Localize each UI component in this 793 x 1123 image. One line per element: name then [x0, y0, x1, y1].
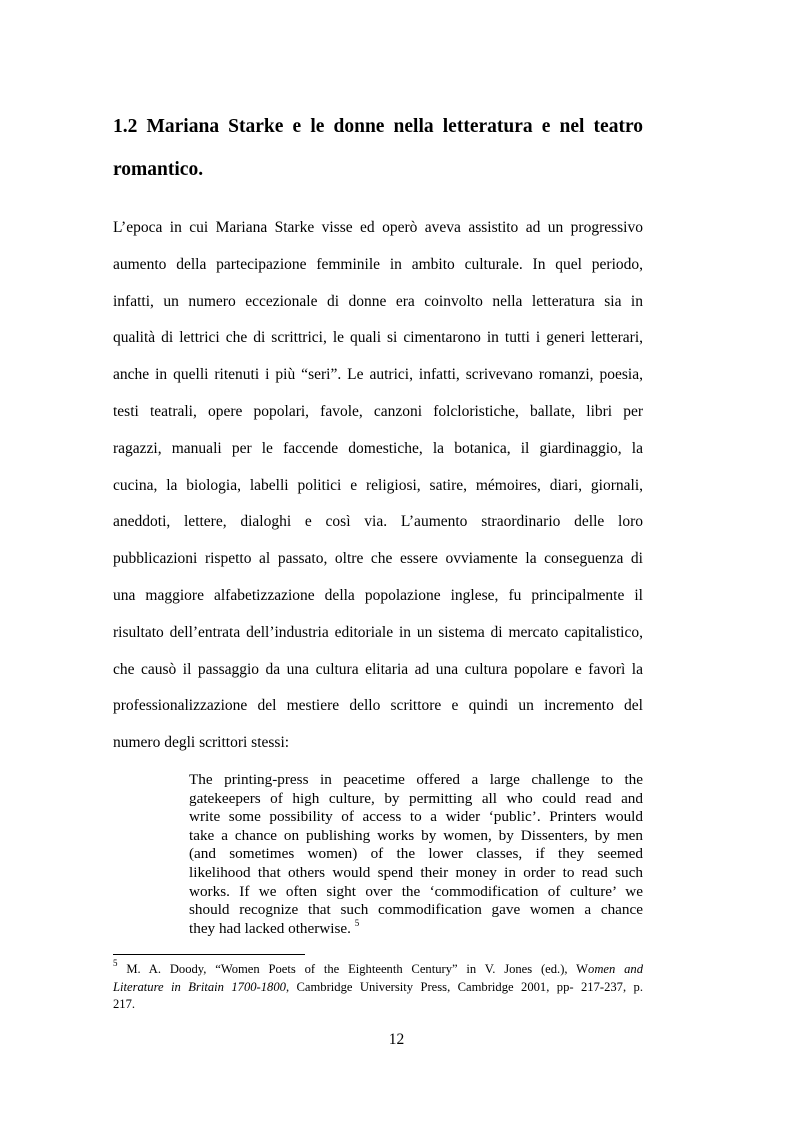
footnote-separator	[113, 954, 305, 955]
body-line: che causò il passaggio da una cultura elitaria ad una cultura popolare e favorì la	[113, 660, 643, 678]
quote-line: The printing-press in peacetime offered a large challenge to the	[189, 771, 643, 788]
body-line: pubblicazioni rispetto al passato, oltre che essere ovviamente la conseguenza di	[113, 550, 643, 568]
quote-line: should recognize that such commodification gave women a chance	[189, 901, 643, 919]
body-line: aneddoti, lettere, dialoghi e così via. L’aumento straordinario delle loro	[113, 513, 643, 531]
quote-line: gatekeepers of high culture, by permitting all who could read and	[189, 789, 643, 807]
body-line: una maggiore alfabetizzazione della popolazione inglese, fu principalmente il	[113, 586, 643, 604]
quote-line-text: they had lacked otherwise.	[189, 919, 351, 937]
footnote-line	[113, 980, 643, 998]
block-quote	[189, 772, 643, 939]
body-line: infatti, un numero eccezionale di donne era coinvolto nella letteratura sia in	[113, 292, 643, 310]
quote-line: take a chance on publishing works by women, by Dissenters, by men	[189, 826, 643, 844]
body-line: professionalizzazione del mestiere dello scrittore e quindi un incremento del	[113, 697, 643, 715]
body-line: numero degli scrittori stessi:	[113, 734, 290, 752]
body-line: risultato dell’entrata dell’industria editoriale in un sistema di mercato capitalistico,	[113, 623, 643, 641]
body-line: testi teatrali, opere popolari, favole, canzoni folcloristiche, ballate, libri per	[113, 402, 643, 420]
quote-line: (and sometimes women) of the lower classes, if they seemed	[189, 845, 643, 863]
quote-line: likelihood that others would spend their money in order to read such	[189, 863, 643, 881]
footnote-italic-title: Literature in Britain 1700-1800	[113, 979, 286, 994]
footnote	[113, 958, 643, 1015]
footnote-line	[113, 958, 643, 980]
quote-line: write some possibility of access to a wider ‘public’. Printers would	[189, 808, 643, 826]
quote-line: works. If we often sight over the ‘commodification of culture’ we	[189, 882, 643, 900]
section-heading-line-1: 1.2 Mariana Starke e le donne nella letteratura e nel teatro	[113, 116, 643, 137]
section-heading-line-2: romantico.	[113, 159, 204, 180]
body-line: aumento della partecipazione femminile in ambito culturale. In quel periodo,	[113, 255, 643, 273]
body-line: anche in quelli ritenuti i più “seri”. Le autrici, infatti, scrivevano romanzi, poesia,	[113, 366, 643, 384]
footnote-text: M. A. Doody, “Women Poets of the Eighteenth Century” in V. Jones (ed.), W	[126, 962, 589, 976]
page-number: 12	[388, 1031, 405, 1048]
footnote-number: 5	[113, 958, 118, 968]
footnote-line: 217.	[113, 997, 136, 1011]
body-paragraph	[113, 220, 643, 772]
footnote-italic-title: omen and	[588, 962, 643, 976]
body-line: ragazzi, manuali per le faccende domestiche, la botanica, il giardinaggio, la	[113, 439, 643, 457]
body-line: cucina, la biologia, labelli politici e religiosi, satire, mémoires, diari, giornali,	[113, 476, 643, 494]
body-line: qualità di lettrici che di scrittrici, le quali si cimentarono in tutti i generi letterari,	[113, 329, 643, 347]
quote-last-line	[189, 917, 643, 940]
footnote-reference[interactable]: 5	[354, 917, 360, 928]
body-line: L’epoca in cui Mariana Starke visse ed operò aveva assistito ad un progressivo	[113, 219, 643, 236]
footnote-text: , Cambridge University Press, Cambridge 2001, pp- 217-237, p.	[285, 979, 643, 994]
